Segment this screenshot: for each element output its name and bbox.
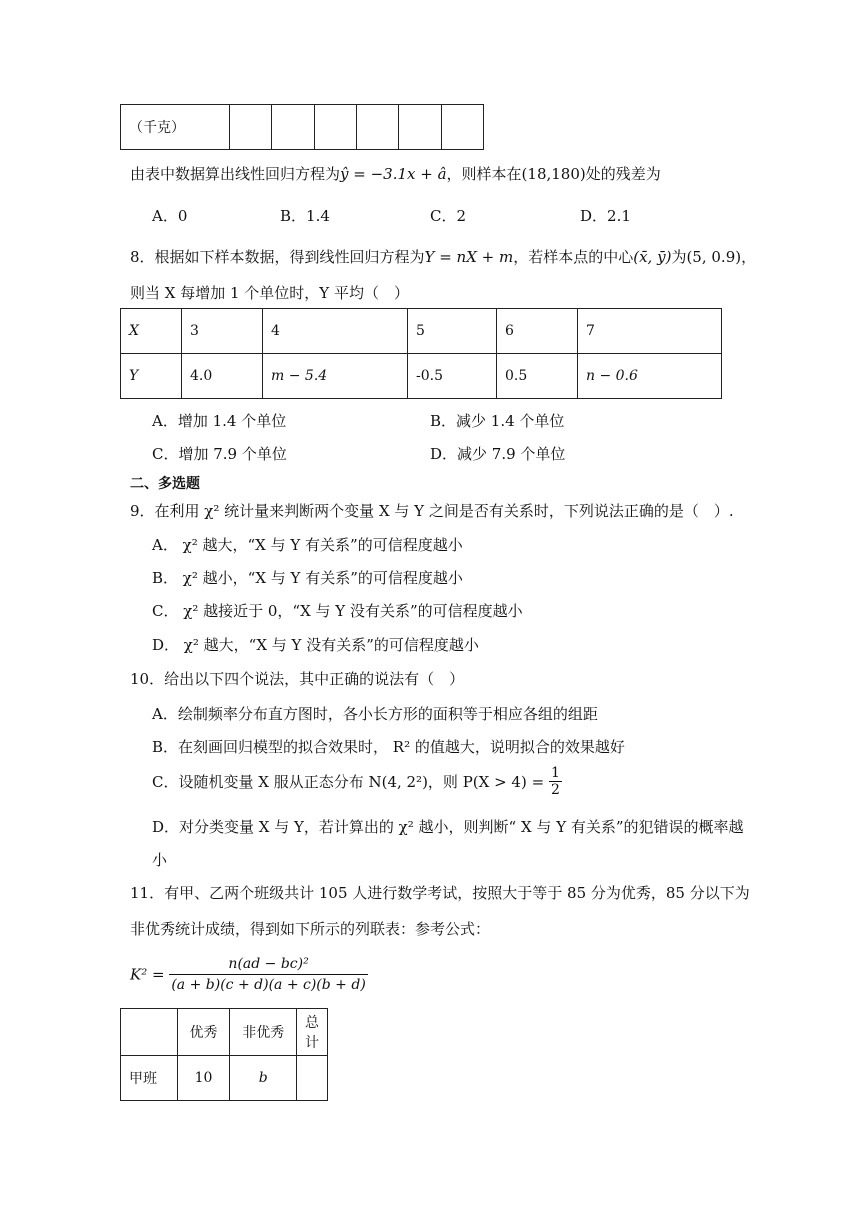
q11-stem-line2: 非优秀统计成绩，得到如下所示的列联表：参考公式： — [130, 920, 491, 938]
q8-cell: 6 — [497, 309, 578, 354]
q8-cell: X — [121, 309, 182, 354]
q11-cell — [297, 1056, 328, 1101]
q11-cell — [121, 1009, 178, 1056]
q11-cell: b — [230, 1056, 297, 1101]
q8-cell: 5 — [408, 309, 497, 354]
q8-cell: Y — [121, 354, 182, 399]
q8-cell: m − 5.4 — [263, 354, 408, 399]
q7-cell — [399, 105, 441, 150]
q8-cell: n − 0.6 — [578, 354, 722, 399]
q8-cell: 4.0 — [182, 354, 263, 399]
q7-row-label: （千克） — [121, 105, 230, 150]
q11-stem-line1: 11．有甲、乙两个班级共计 105 人进行数学考试，按照大于等于 85 分为优秀，85 分以下为 — [130, 884, 750, 902]
q9-option-a[interactable]: A． χ² 越大，“X 与 Y 有关系”的可信程度越小 — [152, 536, 463, 554]
q11-formula-denominator: (a + b)(c + d)(a + c)(b + d) — [171, 977, 366, 993]
q9-stem: 9．在利用 χ² 统计量来判断两个变量 X 与 Y 之间是否有关系时，下列说法正确的是（ ）. — [130, 502, 734, 520]
q7-cell — [356, 105, 398, 150]
q10-stem: 10．给出以下四个说法，其中正确的说法有（ ） — [130, 670, 465, 688]
q9-option-b[interactable]: B． χ² 越小，“X 与 Y 有关系”的可信程度越小 — [152, 569, 463, 587]
q8-stem — [130, 246, 756, 267]
q8-stem-text: ，若样本点的中心 — [513, 248, 634, 266]
q7-cell — [314, 105, 356, 150]
q8-option-a[interactable]: A．增加 1.4 个单位 — [152, 412, 287, 430]
q7-option-b[interactable]: B．1.4 — [280, 207, 330, 225]
q7-cell — [272, 105, 314, 150]
q10-option-b[interactable]: B．在刻画回归模型的拟合效果时， R² 的值越大，说明拟合的效果越好 — [152, 738, 625, 756]
q9-option-c[interactable]: C． χ² 越接近于 0，“X 与 Y 没有关系”的可信程度越小 — [152, 602, 523, 620]
q8-cell: 3 — [182, 309, 263, 354]
q10-fraction-denominator: 2 — [550, 782, 560, 798]
q7-option-a[interactable]: A．0 — [152, 207, 188, 225]
q8-cell: 4 — [263, 309, 408, 354]
q7-cell — [441, 105, 483, 150]
q8-table — [120, 308, 722, 399]
q10-option-c[interactable] — [152, 765, 562, 798]
q8-stem-text: 为 — [671, 248, 687, 266]
q11-cell: 非优秀 — [230, 1009, 297, 1056]
q10-fraction-numerator: 1 — [550, 765, 560, 781]
section-heading: 二、多选题 — [130, 476, 200, 492]
q11-formula — [130, 954, 368, 995]
q10-option-d[interactable]: D．对分类变量 X 与 Y，若计算出的 χ² 越小，则判断“ X 与 Y 有关系”的犯错误的概率越 — [152, 818, 744, 836]
q11-formula-fraction — [169, 954, 367, 995]
q11-cell: 总计 — [297, 1009, 328, 1056]
q7-table — [120, 104, 484, 150]
q7-stem — [130, 163, 661, 184]
q8-stem-text: 8．根据如下样本数据，得到线性回归方程为 — [130, 248, 425, 266]
q8-cell: 0.5 — [497, 354, 578, 399]
q8-equation: Y = nX + m — [424, 248, 514, 266]
q7-stem-text: ，则样本在 — [446, 165, 522, 183]
q8-cell: -0.5 — [408, 354, 497, 399]
q7-equation: ŷ = −3.1x + â — [340, 165, 447, 183]
q11-cell: 优秀 — [177, 1009, 230, 1056]
q7-stem-text: 处的残差为 — [585, 165, 661, 183]
q11-formula-lhs: K² = — [130, 965, 165, 984]
q11-table — [120, 1008, 328, 1101]
q10-option-c-text: C．设随机变量 X 服从正态分布 N(4, 2²)，则 P(X > 4) = — [152, 773, 545, 791]
q10-option-a[interactable]: A．绘制频率分布直方图时，各小长方形的面积等于相应各组的组距 — [152, 705, 598, 723]
q7-stem-text: 由表中数据算出线性回归方程为 — [130, 165, 341, 183]
q8-cell: 7 — [578, 309, 722, 354]
q7-point: (18,180) — [521, 165, 586, 183]
q8-stem-text: ， — [741, 248, 757, 266]
q7-cell — [230, 105, 272, 150]
q8-option-b[interactable]: B．减少 1.4 个单位 — [430, 412, 565, 430]
q8-option-c[interactable]: C．增加 7.9 个单位 — [152, 445, 287, 463]
q10-option-d-line2: 小 — [152, 851, 168, 869]
q8-center-value: (5, 0.9) — [686, 248, 742, 266]
q9-option-d[interactable]: D． χ² 越大，“X 与 Y 没有关系”的可信程度越小 — [152, 636, 479, 654]
q11-formula-numerator: n(ad − bc)² — [169, 954, 367, 975]
q10-fraction — [549, 765, 562, 798]
q7-option-d[interactable]: D．2.1 — [580, 207, 631, 225]
q11-cell: 甲班 — [121, 1056, 178, 1101]
q8-option-d[interactable]: D．减少 7.9 个单位 — [430, 445, 566, 463]
q8-stem-line2: 则当 X 每增加 1 个单位时，Y 平均（ ） — [130, 284, 409, 302]
q11-cell: 10 — [177, 1056, 230, 1101]
q7-option-c[interactable]: C．2 — [430, 207, 467, 225]
q8-center: (x̄, ȳ) — [633, 248, 672, 266]
